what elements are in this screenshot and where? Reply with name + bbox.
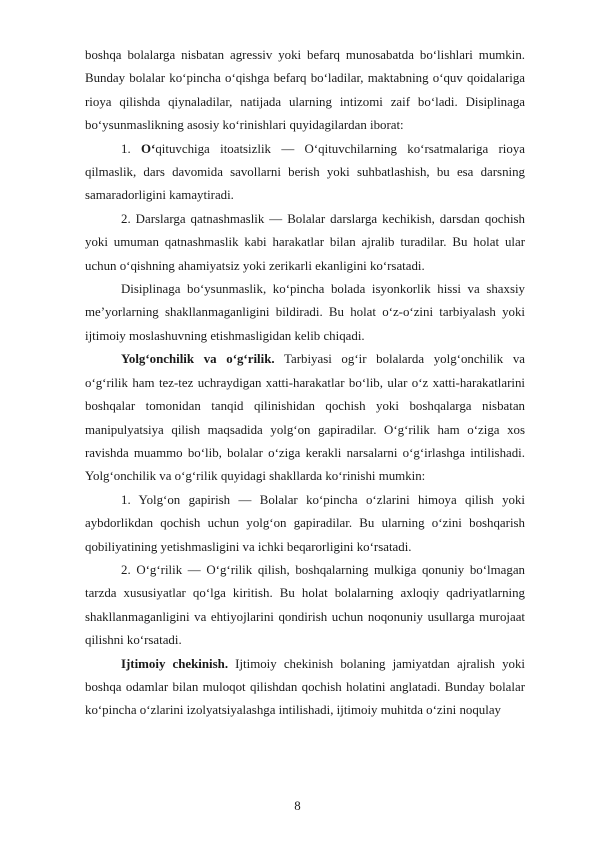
paragraph-item-absence (85, 208, 525, 278)
paragraph-text: Tarbiyasi og‘ir bolalarda yolg‘onchilik va o‘g‘rilik ham tez-tez uchraydigan xatti-harakatlar bo‘lib, ular o‘z xatti-harakatlarini boshqalar tomonidan tanqid qilinishidan qochish yoki boshqalarga nisbatan manipulyatsiya qilish maqsadida yolg‘on gapiradilar. O‘g‘rilik ham o‘ziga xos ravishda muammo bo‘lib, bolalar o‘ziga kerakli narsalarni o‘g‘irlashga intilishadi. Yolg‘onchilik va o‘g‘rilik quyidagi shakllarda ko‘rinishi mumkin: (85, 352, 526, 484)
paragraph-item-teacher-disobedience (85, 138, 525, 208)
paragraph-text: boshqa bolalarga nisbatan agressiv yoki befarq munosabatda bo‘lishlari mumkin. Bunday bolalar ko‘pincha o‘qishga befarq bo‘ladilar, maktabning o‘quv qoidalariga rioya qilishda qiynaladilar, natijada ularning intizomi zaif bo‘ladi. Disiplinaga bo‘ysunmaslikning asosiy ko‘rinishlari quyidagilardan iborat: (85, 48, 525, 133)
paragraph-text: qituvchiga itoatsizlik — O‘qituvchilarning ko‘rsatmalariga rioya qilmaslik, dars davomida savollarni berish yoki suhbatlashish, bu esa darsning samaradorligini kamaytiradi. (85, 141, 526, 203)
paragraph-text: 1. Yolg‘on gapirish — Bolalar ko‘pincha o‘zlarini himoya qilish yoki aybdorlikdan qochish uchun yolg‘on gapiradilar. Bu ularning o‘zini boshqarish qobiliyatining yetishmasligini va ichki beqarorligini ko‘rsatadi. (85, 492, 525, 554)
paragraph-text: Disiplinaga bo‘ysunmaslik, ko‘pincha bolada isyonkorlik hissi va shaxsiy me’yorlarning shakllanmaganligini bildiradi. Bu holat o‘z-o‘zini tarbiyalash yoki ijtimoiy moslashuvning etishmasligidan kelib chiqadi. (85, 282, 525, 343)
paragraph-lying-stealing (85, 348, 525, 488)
paragraph-discipline-summary (85, 278, 525, 348)
paragraph-text: Ijtimoiy chekinish bolaning jamiyatdan ajralish yoki boshqa odamlar bilan muloqot qilishdan qochish holatini anglatadi. Bunday bolalar ko‘pincha o‘zlarini izolyatsiyalashga intilishadi, ijtimoiy muhitda o‘zini noqulay (85, 656, 525, 718)
paragraph-text: 2. O‘g‘rilik — O‘g‘rilik qilish, boshqalarning mulkiga qonuniy bo‘lmagan tarzda xususiyatlar qo‘lga kiritish. Bu holat bolalarning axloqiy qadriyatlarning shakllanmaganligini va ehtiyojlarini qondirish uchun noqonuniy usullarga murojaat qilishni ko‘rsatadi. (85, 562, 525, 648)
paragraph-intro (85, 44, 525, 138)
paragraph-item-lying (85, 489, 525, 559)
document-page (85, 44, 525, 723)
section-heading: Ijtimoiy chekinish. (121, 656, 229, 671)
paragraph-social-withdrawal (85, 653, 525, 723)
paragraph-text: 2. Darslarga qatnashmaslik — Bolalar darslarga kechikish, darsdan qochish yoki umuman qatnashmaslik kabi harakatlar bilan ajralib turadilar. Bu holat ular uchun o‘qishning ahamiyatsiz yoki zerikarli ekanligini ko‘rsatadi. (85, 211, 525, 273)
paragraph-item-stealing (85, 559, 525, 653)
section-heading: Yolg‘onchilik va o‘g‘rilik. (121, 352, 275, 367)
list-number: 1. (121, 141, 142, 156)
page-number: 8 (294, 799, 301, 813)
bold-lead: O‘ (141, 141, 156, 156)
